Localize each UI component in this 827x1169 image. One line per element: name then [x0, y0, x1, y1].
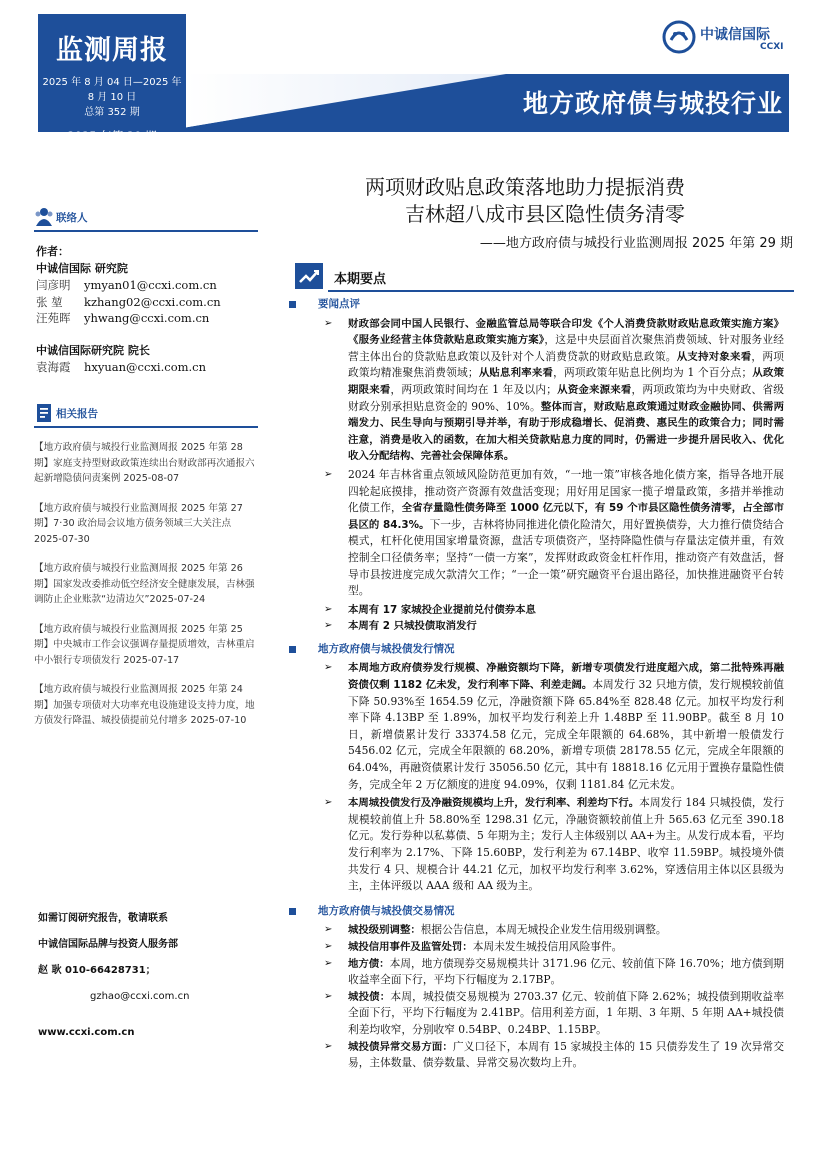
arrow-bullet-icon: ➢	[324, 940, 333, 952]
body-text: ，两项政策年贴息比例均为 1 个百分点；	[553, 366, 753, 380]
bold-text: 本周有 17 家城投企业提前兑付债券本息	[348, 603, 536, 616]
bullet-paragraph	[284, 939, 784, 956]
contact-email[interactable]: ymyan01@ccxi.com.cn	[84, 278, 217, 292]
highlights-title: 本期要点	[334, 272, 387, 287]
contact-row	[36, 359, 258, 376]
ccxi-logo-icon	[662, 20, 696, 54]
body-text: 下一步，吉林将协同推进化债化险清欠，用好置换债券，大力推行债贷结合模式，杠杆化使用国家增量资源，盘活专项债资产，坚持降隐性债与存量法定债并重，有效控制全口径债务率；坚持“一债一方案”，发挥财政政资金杠杆作用，推动资产有效盘活，督导市县按进度完成欠款清欠工作；“一企一策”研究融资平台退出路径，加快推进融资平台转型。	[348, 517, 784, 598]
contacts-list	[36, 244, 258, 376]
body-text: ，两项政策均为中央财政、省级财政分别承担贴息资金的 90%、10%。	[348, 382, 784, 413]
highlights-content	[284, 296, 784, 1072]
body-text: 广义口径下，本周有 15 家城投主体的 15 只债券发生了 19 次异常交易，主体数量、债券数量、异常交易次数均上升。	[348, 1039, 785, 1070]
author-label: 作者：	[36, 245, 69, 258]
bold-text: 财政部会同中国人民银行、金融监管总局等联合印发《个人消费贷款财政贴息政策实施方案》《服务业经营主体贷款贴息政策实施方案》	[348, 317, 784, 347]
section-heading-text: 地方政府债与城投债交易情况	[318, 904, 455, 917]
arrow-bullet-icon: ➢	[324, 1040, 333, 1052]
bullet-paragraph	[284, 618, 784, 635]
arrow-bullet-icon: ➢	[324, 662, 333, 674]
director-org: 中诚信国际研究院 院长	[36, 343, 150, 357]
arrow-bullet-icon: ➢	[324, 603, 333, 615]
contact-name: 张 堃	[36, 294, 63, 309]
report-type-block	[38, 14, 186, 143]
arrow-bullet-icon: ➢	[324, 620, 333, 632]
body-text: ，两项政策均精准聚焦消费领域；	[348, 349, 784, 380]
body-text: ，这是中央层面首次聚焦消费领域、针对服务业经营主体出台的贷款贴息政策以及针对个人消费贷款的财政贴息政策。	[348, 333, 784, 363]
highlights-rule	[328, 290, 794, 292]
arrow-bullet-icon: ➢	[324, 468, 333, 480]
related-report-link[interactable]: 【地方政府债与城投行业监测周报 2025 年第 26 期】国家发改委推动低空经济安全健康发展，吉林强调防止企业账款“边清边欠”2025-07-24	[34, 563, 255, 605]
highlights-header	[290, 262, 794, 292]
bold-text: 全省存量隐性债务降至 1000 亿元以下，有 59 个市县区隐性债务清零，占全部市县区的 84.3%。	[348, 502, 784, 531]
subscription-info	[38, 906, 258, 1046]
contacts-label: 联络人	[56, 212, 88, 224]
title-line-2: 吉林超八成市县区隐性债务清零	[405, 202, 685, 226]
arrow-bullet-icon: ➢	[324, 990, 333, 1002]
bullet-paragraph	[284, 660, 784, 793]
related-reports-label: 相关报告	[56, 408, 98, 420]
bold-text: 从政策期限来看	[348, 367, 784, 396]
logo-en-text: CCXI	[760, 42, 784, 52]
related-reports-header	[34, 402, 258, 428]
section-heading-text: 地方政府债与城投债发行情况	[318, 642, 455, 655]
bullet-paragraph	[284, 956, 784, 989]
bullet-paragraph	[284, 467, 784, 600]
bold-text: 从支持对象来看	[676, 350, 752, 363]
bold-text: 本周地方政府债券发行规模、净融资额均下降，新增专项债发行进度超六成，第二批特殊再融资债仅剩 1182 亿未发，发行利率下降、利差走阔。	[348, 662, 784, 692]
bullet-paragraph	[284, 795, 784, 895]
bold-text: 从贴息利率来看	[478, 367, 554, 380]
contact-name: 汪苑晖	[36, 311, 71, 325]
chart-doc-icon	[294, 262, 324, 290]
related-report-link[interactable]: 【地方政府债与城投行业监测周报 2025 年第 25 期】中央城市工作会议强调存量提质增效，吉林重启中小银行专项债发行 2025-07-17	[34, 623, 255, 666]
contact-row	[36, 277, 258, 294]
service-dept: 中诚信国际品牌与投资人服务部	[38, 939, 178, 950]
body-text: 2024 年吉林省重点领域风险防范更加有效，“一地一策”审核各地化债方案，指导各地开展四轮起底摸排，推动资产资源有效盘活变现；用好用足国家一揽子增量政策，多措并举推动化债工作，	[348, 467, 784, 515]
people-icon	[34, 206, 54, 228]
contact-row	[36, 294, 258, 311]
related-reports-rule	[34, 426, 258, 428]
bold-text: 城投债异常交易方面：	[348, 1040, 453, 1053]
body-text: ，两项政策时间均在 1 年及以内；	[390, 382, 557, 396]
bold-text: 本周城投债发行及净融资规模均上升，发行利率、利差均下行。	[348, 797, 640, 810]
arrow-bullet-icon: ➢	[324, 924, 333, 936]
bold-text: 从资金来源来看	[556, 383, 632, 396]
contact-email-link[interactable]: gzhao@ccxi.com.cn	[90, 991, 190, 1002]
contact-row	[36, 310, 258, 327]
arrow-bullet-icon: ➢	[324, 797, 333, 809]
bold-text: 本周有 2 只城投债取消发行	[348, 620, 477, 633]
bullet-paragraph	[284, 922, 784, 939]
related-report-link[interactable]: 【地方政府债与城投行业监测周报 2025 年第 28 期】家庭支持型财政政策连续出台财政部再次通报六起新增隐债问责案例 2025-08-07	[34, 442, 255, 484]
ccxi-logo	[662, 18, 794, 56]
bold-text: 城投债：	[348, 990, 391, 1003]
body-text: 本周发行 184 只城投债，发行规模较前值上升 58.80%至 1298.31 亿元，净融资额较前值上升 565.63 亿元至 390.18 亿元。发行券种以私募债、5 年期为主；发行人主体级别以 AA+为主。从发行成本看，平均发行利率为 2.17%、下降 15.60BP，发行利差为 67.14BP、收窄 11.59BP。城投境外债共发行 4 只、规模合计 44.21 亿元，加权平均发行利率 3.62%，穿透信用主体以区县级为主，主体评级以 AAA 级和 AA 级为主。	[348, 796, 785, 893]
arrow-bullet-icon: ➢	[324, 317, 333, 329]
body-text: 本周，地方债现券交易规模共计 3171.96 亿元、较前值下降 16.70%；地方债到期收益率全面下行，平均下行幅度为 2.17BP。	[348, 956, 784, 987]
date-range: 2025 年 8 月 04 日—2025 年 8 月 10 日	[42, 77, 182, 103]
bold-text: 城投信用事件及监管处罚：	[348, 940, 473, 953]
bullet-paragraph	[284, 989, 784, 1039]
author-org: 中诚信国际 研究院	[36, 261, 128, 275]
report-subtitle: ——地方政府债与城投行业监测周报 2025 年第 29 期	[479, 236, 793, 251]
square-bullet-icon	[289, 301, 296, 308]
body-text: 本周未发生城投信用风险事件。	[472, 939, 623, 953]
related-reports-list	[34, 440, 260, 743]
section-heading-text: 要闻点评	[318, 298, 360, 310]
related-report-link[interactable]: 【地方政府债与城投行业监测周报 2025 年第 27 期】7·30 政治局会议地方债务领域三大关注点 2025-07-30	[34, 502, 243, 545]
issue-year: 2025 年第 29 期	[67, 129, 157, 143]
section-heading	[284, 641, 784, 658]
report-title	[300, 174, 790, 228]
bold-text: 城投级别调整：	[348, 924, 421, 937]
contacts-header	[34, 206, 258, 232]
title-line-1: 两项财政贴息政策落地助力提振消费	[365, 175, 685, 199]
body-text: 本周，城投债交易规模为 2703.37 亿元、较前值下降 2.62%；城投债到期收益率全面下行，平均下行幅度为 2.41BP。信用利差方面，1 年期、3 年期、5 年期 AA+城投债利差均收窄，分别收窄 0.54BP、0.24BP、1.15BP。	[348, 989, 785, 1036]
subscribe-line: 如需订阅研究报告，敬请联系	[38, 913, 168, 924]
square-bullet-icon	[289, 908, 296, 915]
contact-name: 闫彦明	[36, 278, 71, 292]
body-text: 本周发行 32 只地方债，发行规模较前值下降 50.93%至 1654.59 亿元，净融资额下降 65.84%至 828.48 亿元。加权平均发行利率下降 4.13BP 至 1.89%，加权平均发行利差上升 1.48BP 至 11.90BP。截至 8 月 10 日，新增债累计发行 33374.58 亿元，完成全年限额的 64.68%，其中新增一般债发行 5456.02 亿元，完成全年限额的 68.20%，新增专项债 28178.55 亿元，完成全年限额的 64.04%，再融资债累计发行 35056.50 亿元，其中有 18818.16 亿元用于置换存量隐性债务，完成全年 2 万亿额度的进度 94.09%，仅剩 1181.84 亿元未发。	[348, 678, 784, 791]
website-link[interactable]: www.ccxi.com.cn	[38, 1027, 135, 1038]
report-icon	[34, 402, 54, 424]
contact-email[interactable]: kzhang02@ccxi.com.cn	[84, 294, 221, 309]
bullet-paragraph	[284, 316, 784, 465]
section-heading	[284, 296, 784, 313]
bullet-paragraph	[284, 1039, 784, 1072]
contact-person: 赵 耿 010-66428731；	[38, 965, 156, 976]
related-report-link[interactable]: 【地方政府债与城投行业监测周报 2025 年第 24 期】加强专项债对大功率充电设施建设支持力度，地方债发行降温、城投债提前兑付增多 2025-07-10	[34, 684, 255, 726]
arrow-bullet-icon: ➢	[324, 957, 333, 969]
bullet-paragraph	[284, 602, 784, 619]
contact-email[interactable]: hxyuan@ccxi.com.cn	[84, 360, 207, 374]
contacts-rule	[34, 230, 258, 232]
bold-text: 整体而言，财政贴息政策通过财政金融协同、供需两端发力、民生导向与预期引导并举，有助于形成稳增长、促消费、惠民生的政策合力；同时需注意，消费是收入的函数，在加大相关贷款贴息力度的同时，仍需进一步提升居民收入、优化收入分配结构、完善社会保障体系。	[348, 400, 784, 463]
contact-name: 袁海霞	[36, 360, 71, 374]
body-text: 根据公告信息，本周无城投企业发生信用级别调整。	[420, 923, 667, 937]
issue-total: 总第 352 期	[84, 107, 140, 118]
contact-email[interactable]: yhwang@ccxi.com.cn	[84, 311, 210, 325]
logo-cn-text: 中诚信国际	[700, 27, 770, 43]
bold-text: 地方债：	[348, 957, 390, 970]
report-type: 监测周报	[56, 35, 168, 66]
section-heading	[284, 903, 784, 920]
industry-title: 地方政府债与城投行业	[522, 89, 783, 118]
square-bullet-icon	[289, 646, 296, 653]
